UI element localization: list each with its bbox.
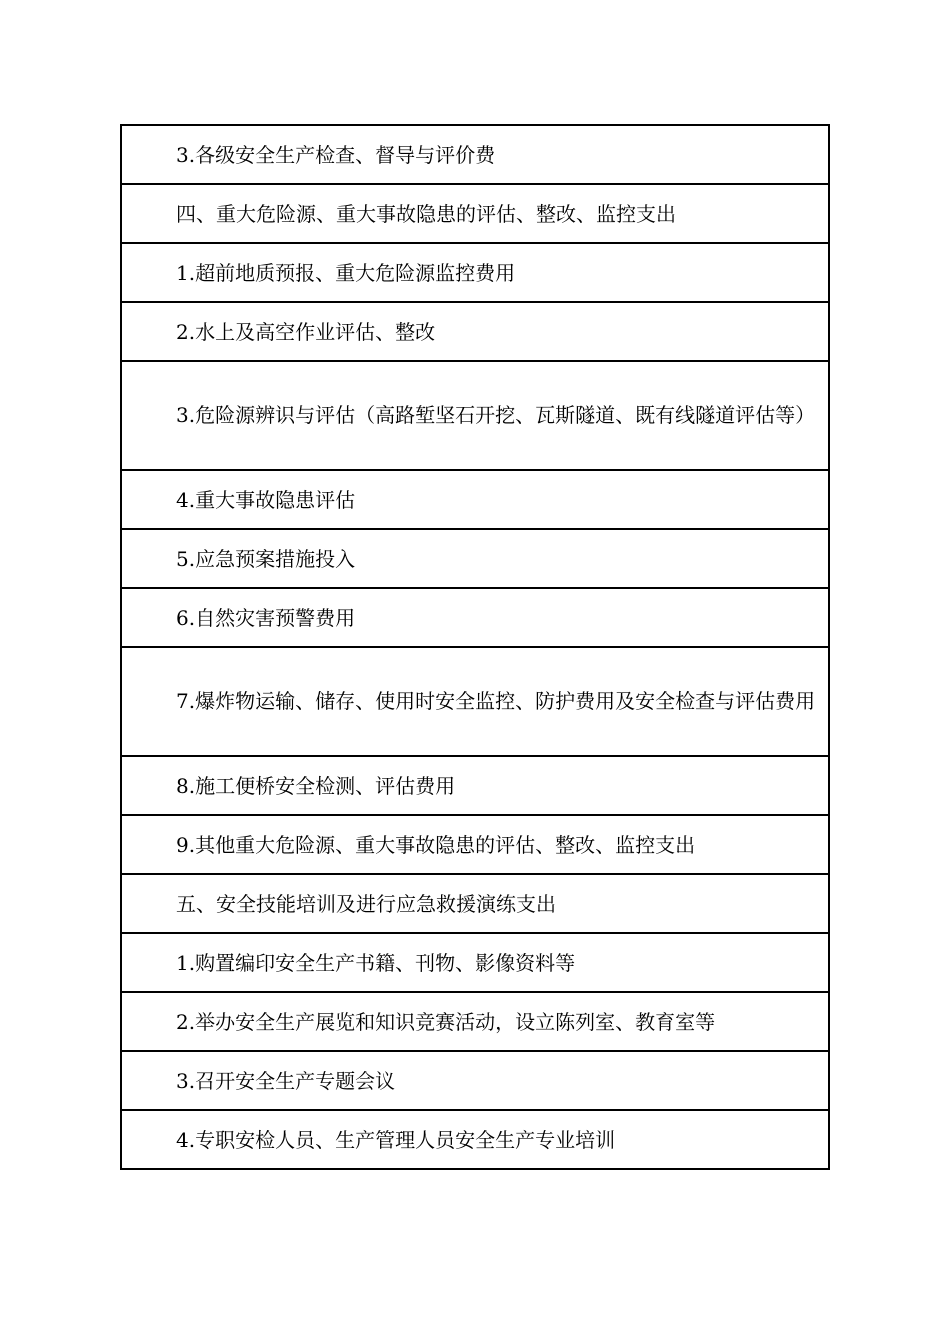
table-row [121,125,829,184]
table-row [121,361,829,470]
table-row [121,1051,829,1110]
table-cell: 8.施工便桥安全检测、评估费用 [121,756,829,815]
table-cell: 5.应急预案措施投入 [121,529,829,588]
table-cell: 2.水上及高空作业评估、整改 [121,302,829,361]
table-cell: 7.爆炸物运输、储存、使用时安全监控、防护费用及安全检查与评估费用 [121,647,829,756]
table-cell: 1.购置编印安全生产书籍、刊物、影像资料等 [121,933,829,992]
table-row [121,815,829,874]
table-row [121,302,829,361]
table-cell: 4.重大事故隐患评估 [121,470,829,529]
table-row [121,647,829,756]
table-cell: 6.自然灾害预警费用 [121,588,829,647]
section-heading-cell: 四、重大危险源、重大事故隐患的评估、整改、监控支出 [121,184,829,243]
table-row [121,933,829,992]
expense-table-container [120,124,830,1170]
table-cell: 3.危险源辨识与评估（高路堑坚石开挖、瓦斯隧道、既有线隧道评估等） [121,361,829,470]
table-cell: 3.各级安全生产检查、督导与评价费 [121,125,829,184]
table-cell: 1.超前地质预报、重大危险源监控费用 [121,243,829,302]
table-cell: 4.专职安检人员、生产管理人员安全生产专业培训 [121,1110,829,1169]
table-row [121,184,829,243]
section-heading-cell: 五、安全技能培训及进行应急救援演练支出 [121,874,829,933]
table-cell: 3.召开安全生产专题会议 [121,1051,829,1110]
table-row [121,588,829,647]
table-row [121,756,829,815]
table-cell: 2.举办安全生产展览和知识竞赛活动，设立陈列室、教育室等 [121,992,829,1051]
table-row [121,529,829,588]
table-row [121,243,829,302]
table-row [121,992,829,1051]
table-row [121,874,829,933]
expense-item-table [120,124,830,1170]
table-row [121,470,829,529]
table-cell: 9.其他重大危险源、重大事故隐患的评估、整改、监控支出 [121,815,829,874]
table-row [121,1110,829,1169]
